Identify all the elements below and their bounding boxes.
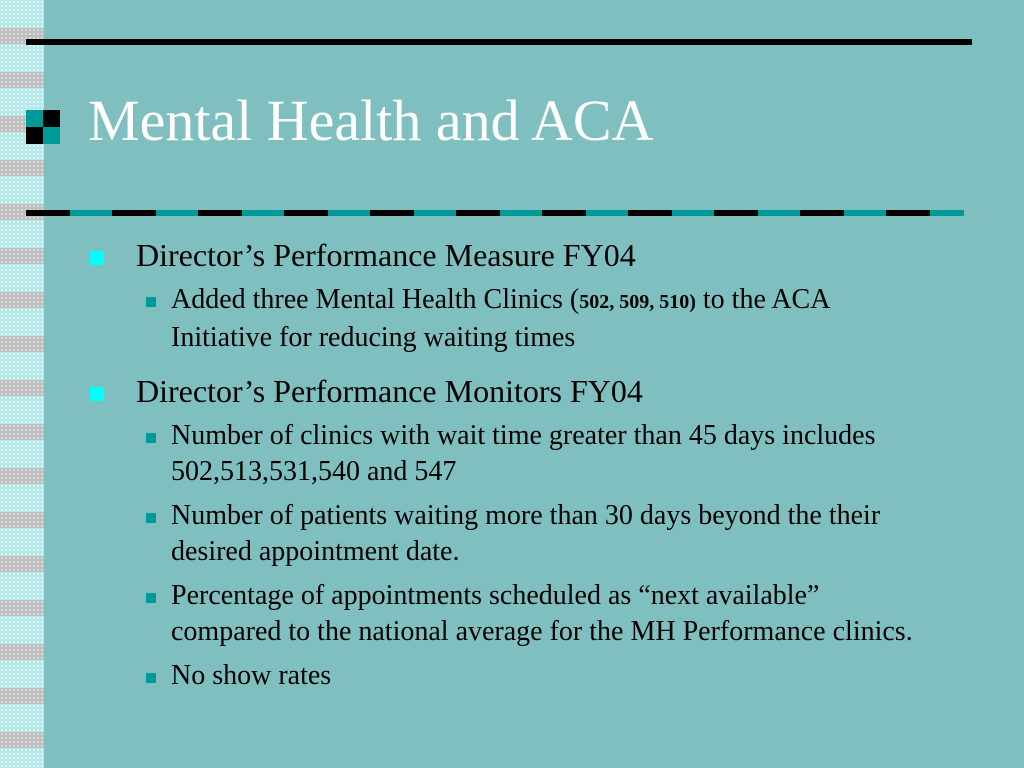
bullet-performance-monitors bbox=[90, 372, 990, 410]
square-bullet-icon bbox=[146, 433, 156, 443]
slide-title: Mental Health and ACA bbox=[88, 88, 654, 153]
sub-bullet-text: Added three Mental Health Clinics ( bbox=[171, 284, 580, 315]
sub-bullet-text: to the ACA Initiative for reducing waiting times bbox=[171, 284, 829, 353]
square-bullet-icon bbox=[90, 251, 104, 265]
sub-bullet-text: Number of clinics with wait time greater than 45 days includes 502,513,531,540 and 547 bbox=[171, 420, 876, 487]
square-bullet-icon bbox=[146, 297, 156, 307]
bullet-text: Director’s Performance Measure FY04 bbox=[136, 237, 636, 273]
bullet-performance-measure bbox=[90, 236, 990, 274]
sub-bullet-text: Number of patients waiting more than 30 days beyond the their desired appointment date. bbox=[171, 500, 881, 567]
square-bullet-icon bbox=[90, 387, 104, 401]
clinic-numbers: 502, 509, 510) bbox=[579, 291, 696, 313]
slide-content bbox=[90, 236, 990, 694]
sub-bullet-text: No show rates bbox=[171, 660, 332, 691]
sub-bullet-text: Percentage of appointments scheduled as “next available” compared to the national average for the MH Performance clinics. bbox=[171, 580, 913, 647]
bullet-text: Director’s Performance Monitors FY04 bbox=[136, 373, 643, 409]
title-bullet-icon bbox=[26, 110, 60, 144]
sub-bullet-patients-waiting bbox=[136, 498, 931, 570]
dashed-rule bbox=[26, 210, 964, 216]
sub-bullet-wait-time bbox=[136, 418, 931, 490]
sub-bullet-next-available bbox=[136, 578, 931, 650]
square-bullet-icon bbox=[146, 593, 156, 603]
top-rule bbox=[26, 39, 972, 45]
square-bullet-icon bbox=[146, 513, 156, 523]
sub-bullet-no-show bbox=[136, 658, 931, 694]
square-bullet-icon bbox=[146, 673, 156, 683]
sub-bullet-added-clinics bbox=[136, 282, 931, 356]
